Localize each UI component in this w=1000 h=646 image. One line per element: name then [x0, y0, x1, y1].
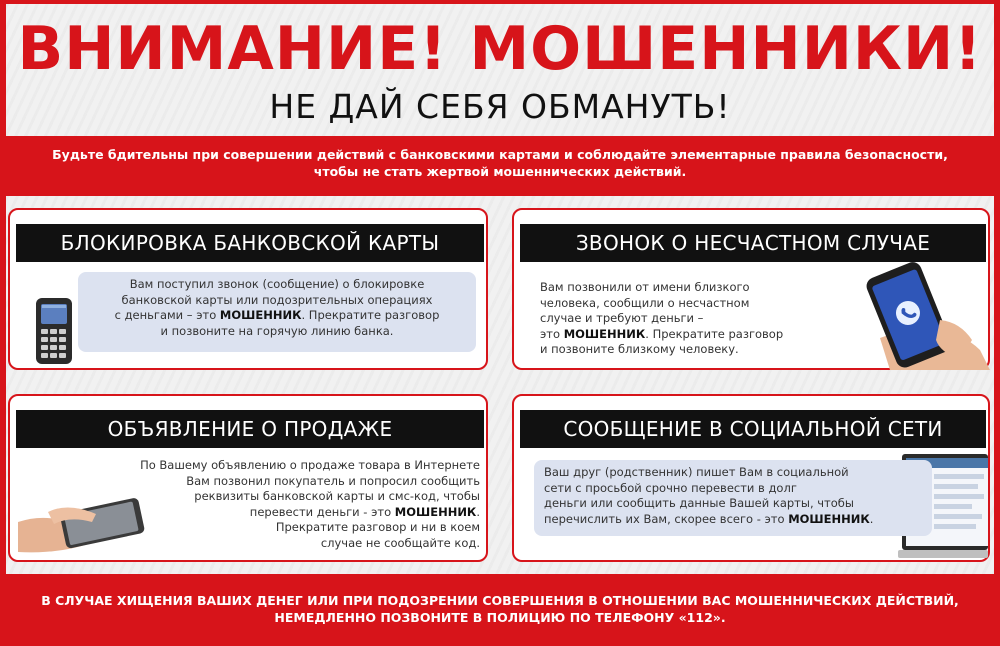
text-line: реквизиты банковской карты и смс-код, чтобы: [194, 489, 480, 503]
text-line: [86, 308, 468, 324]
text-line: случае и требуют деньги –: [540, 311, 704, 325]
feature-phone-icon: [32, 296, 76, 366]
card-social-message: [512, 394, 990, 562]
fraud-word: МОШЕННИК: [788, 511, 870, 526]
card-text: [50, 458, 480, 551]
footer-line-1: В СЛУЧАЕ ХИЩЕНИЯ ВАШИХ ДЕНЕГ ИЛИ ПРИ ПОДОЗРЕНИИ СОВЕРШЕНИЯ В ОТНОШЕНИИ ВАС МОШЕННИЧЕСКИХ ДЕЙСТВИЙ,: [41, 593, 959, 608]
text-span: .: [476, 504, 480, 519]
text-line: По Вашему объявлению о продаже товара в Интернете: [140, 458, 480, 472]
text-line: [544, 512, 924, 528]
intro-line-2: чтобы не стать жертвой мошеннических действий.: [313, 164, 687, 179]
text-line: деньги или сообщить данные Вашей карты, чтобы: [544, 496, 854, 510]
text-line: Прекратите разговор и ни в коем: [275, 520, 480, 534]
card-accident-call: [512, 208, 990, 370]
page-title: ВНИМАНИЕ! МОШЕННИКИ!: [17, 14, 983, 84]
card-text: [534, 460, 932, 536]
card-card-block: [8, 208, 488, 370]
header: [6, 4, 994, 136]
fraud-word: МОШЕННИК: [394, 504, 477, 519]
smartphone-call-icon: [840, 260, 990, 370]
text-line: человека, сообщили о несчастном: [540, 295, 750, 310]
text-line: банковской карты или подозрительных операциях: [121, 292, 433, 307]
text-span: перевести деньги - это: [249, 504, 395, 519]
text-line: Вам поступил звонок (сообщение) о блокировке: [129, 277, 425, 291]
card-sale-ad: [8, 394, 488, 562]
text-span: .: [869, 511, 874, 526]
text-line: Ваш друг (родственник) пишет Вам в социальной: [544, 465, 849, 479]
page-subtitle: НЕ ДАЙ СЕБЯ ОБМАНУТЬ!: [269, 87, 731, 126]
text-span: это: [540, 326, 564, 341]
card-text: [540, 280, 840, 358]
text-line: [50, 505, 480, 521]
card-text: [78, 272, 476, 352]
text-line: случае не сообщайте код.: [320, 535, 480, 550]
intro-line-1: Будьте бдительны при совершении действий с банковскими картами и соблюдайте элементарные правила безопасности,: [52, 147, 948, 162]
card-title: ОБЪЯВЛЕНИЕ О ПРОДАЖЕ: [16, 410, 484, 448]
text-line: Вам позвонили от имени близкого: [540, 280, 750, 294]
text-line: и позвоните на горячую линию банка.: [160, 323, 394, 338]
intro-text: [0, 146, 1000, 180]
text-line: [540, 327, 840, 343]
text-line: сети с просьбой срочно перевести в долг: [544, 480, 797, 495]
text-span: перечислить их Вам, скорее всего - это: [544, 511, 789, 526]
text-span: с деньгами – это: [114, 308, 220, 322]
text-line: и позвоните близкому человеку.: [540, 342, 739, 356]
card-title: ЗВОНОК О НЕСЧАСТНОМ СЛУЧАЕ: [520, 224, 986, 262]
text-line: Вам позвонил покупатель и попросил сообщить: [186, 473, 480, 488]
card-title: БЛОКИРОВКА БАНКОВСКОЙ КАРТЫ: [16, 224, 484, 262]
footer-text: [0, 592, 1000, 626]
fraud-word: МОШЕННИК: [563, 326, 646, 341]
card-title: СООБЩЕНИЕ В СОЦИАЛЬНОЙ СЕТИ: [520, 410, 986, 448]
footer-line-2: НЕМЕДЛЕННО ПОЗВОНИТЕ В ПОЛИЦИЮ ПО ТЕЛЕФОНУ «112».: [274, 610, 726, 625]
cards-panel: [6, 196, 994, 574]
fraud-word: МОШЕННИК: [219, 308, 302, 322]
text-span: . Прекратите разговор: [301, 308, 440, 322]
text-span: . Прекратите разговор: [645, 326, 784, 341]
